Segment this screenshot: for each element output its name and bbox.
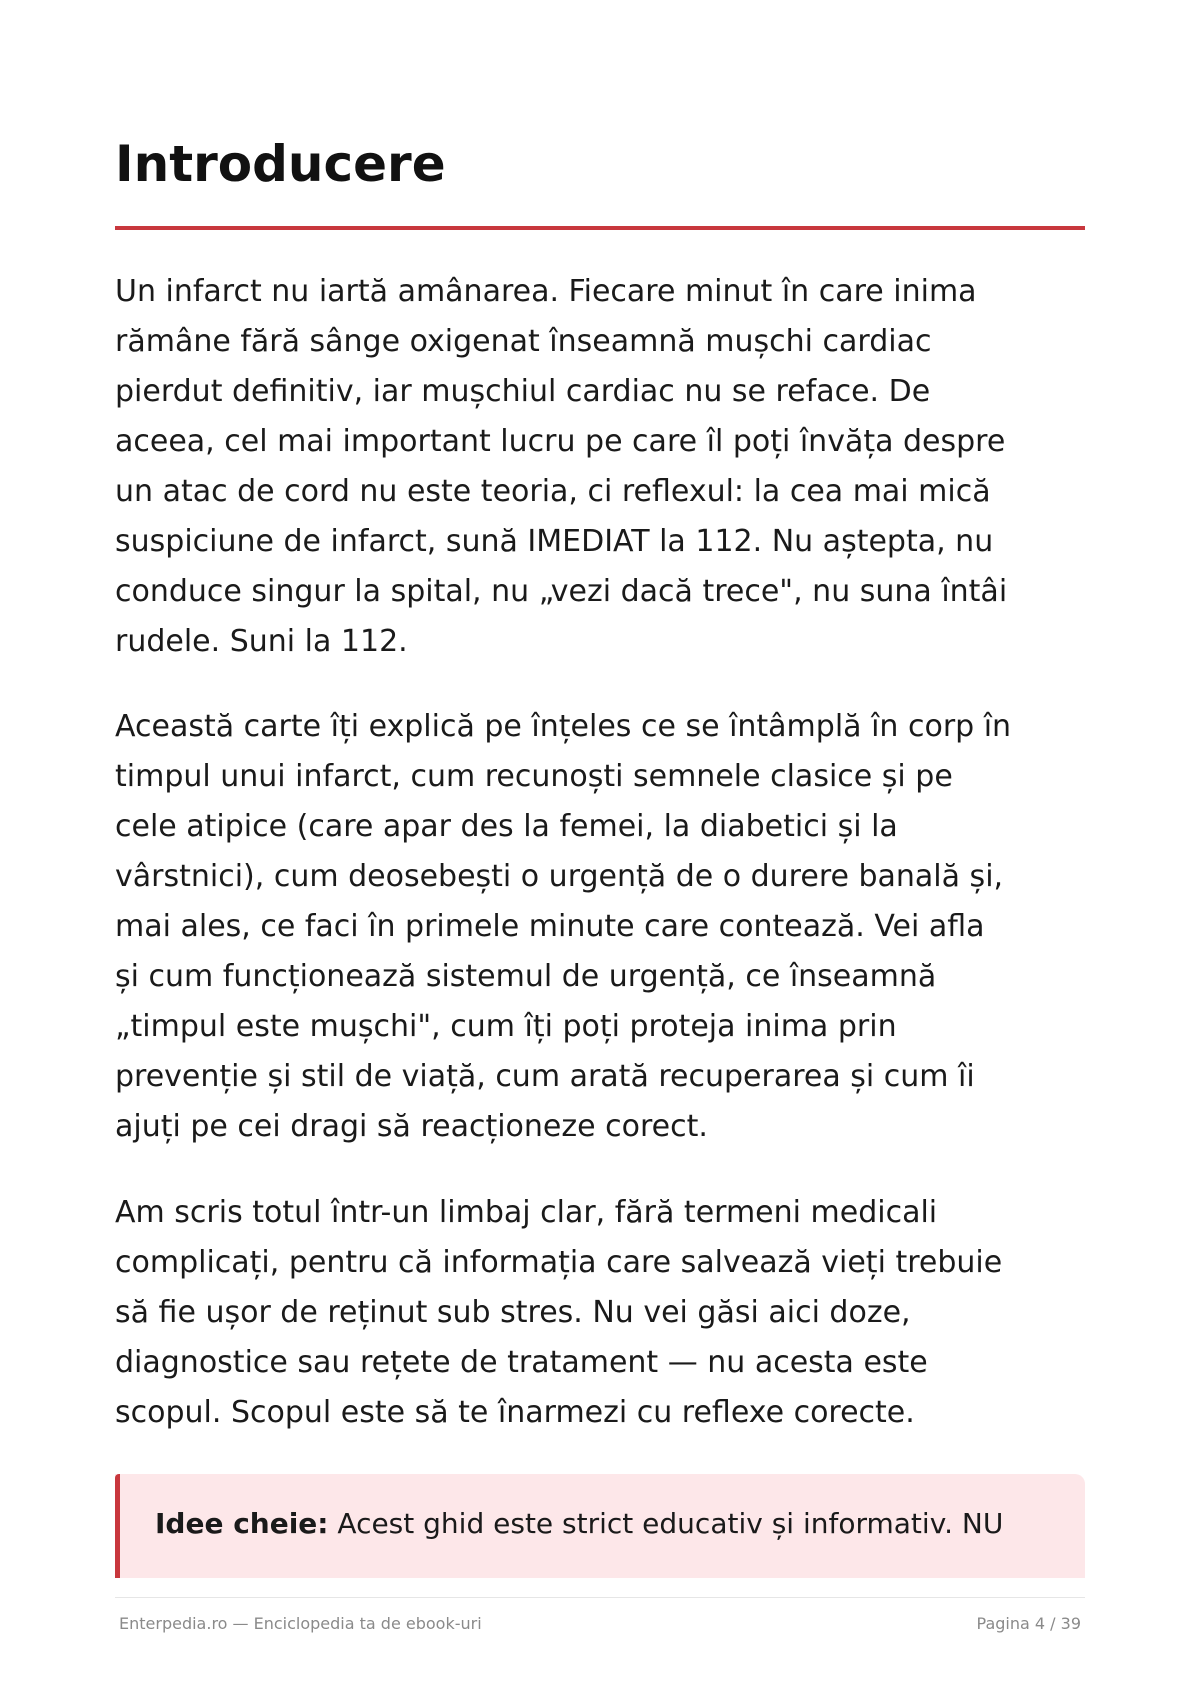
callout-text — [155, 1504, 1003, 1544]
paragraph-line: aceea, cel mai important lucru pe care îl poți învăța despre — [115, 424, 1006, 459]
paragraph-line: vârstnici), cum deosebești o urgență de o durere banală și, — [115, 859, 1004, 894]
paragraph-line: Un infarct nu iartă amânarea. Fiecare minut în care inima — [115, 274, 977, 309]
paragraph-3 — [115, 1188, 1090, 1438]
paragraph-line: conduce singur la spital, nu „vezi dacă trece", nu suna întâi — [115, 574, 1008, 609]
paragraph-line: diagnostice sau rețete de tratament — nu acesta este — [115, 1345, 928, 1380]
paragraph-line: complicați, pentru că informația care salvează vieți trebuie — [115, 1245, 1003, 1280]
key-idea-callout — [115, 1474, 1085, 1578]
callout-accent-bar — [115, 1474, 120, 1578]
paragraph-line: ajuți pe cei dragi să reacționeze corect. — [115, 1109, 708, 1144]
page-title: Introducere — [115, 135, 446, 193]
footer-page-number: Pagina 4 / 39 — [976, 1614, 1081, 1633]
paragraph-line: timpul unui infarct, cum recunoști semnele clasice și pe — [115, 759, 953, 794]
footer-divider — [115, 1597, 1085, 1598]
callout-label: Idee cheie: — [155, 1507, 329, 1540]
paragraph-line: și cum funcționează sistemul de urgență, ce înseamnă — [115, 959, 937, 994]
paragraph-line: să fie ușor de reținut sub stres. Nu vei găsi aici doze, — [115, 1295, 911, 1330]
document-page — [115, 0, 1085, 1683]
paragraph-line: pierdut definitiv, iar mușchiul cardiac nu se reface. De — [115, 374, 931, 409]
title-divider — [115, 226, 1085, 230]
paragraph-line: Am scris totul într-un limbaj clar, fără termeni medicali — [115, 1195, 938, 1230]
footer-site-name: Enterpedia.ro — Enciclopedia ta de ebook-uri — [119, 1614, 482, 1633]
paragraph-line: suspiciune de infarct, sună IMEDIAT la 112. Nu aștepta, nu — [115, 524, 994, 559]
paragraph-line: mai ales, ce faci în primele minute care contează. Vei afla — [115, 909, 985, 944]
paragraph-2 — [115, 702, 1090, 1152]
paragraph-line: un atac de cord nu este teoria, ci reflexul: la cea mai mică — [115, 474, 991, 509]
paragraph-line: Această carte îți explică pe înțeles ce se întâmplă în corp în — [115, 709, 1012, 744]
paragraph-line: cele atipice (care apar des la femei, la diabetici și la — [115, 809, 898, 844]
paragraph-line: prevenție și stil de viață, cum arată recuperarea și cum îi — [115, 1059, 975, 1094]
paragraph-line: rămâne fără sânge oxigenat înseamnă mușchi cardiac — [115, 324, 932, 359]
callout-body: Acest ghid este strict educativ și informativ. NU — [328, 1507, 1004, 1540]
paragraph-line: rudele. Suni la 112. — [115, 624, 408, 659]
paragraph-line: scopul. Scopul este să te înarmezi cu reflexe corecte. — [115, 1395, 915, 1430]
paragraph-line: „timpul este mușchi", cum îți poți proteja inima prin — [115, 1009, 897, 1044]
paragraph-1 — [115, 267, 1090, 667]
